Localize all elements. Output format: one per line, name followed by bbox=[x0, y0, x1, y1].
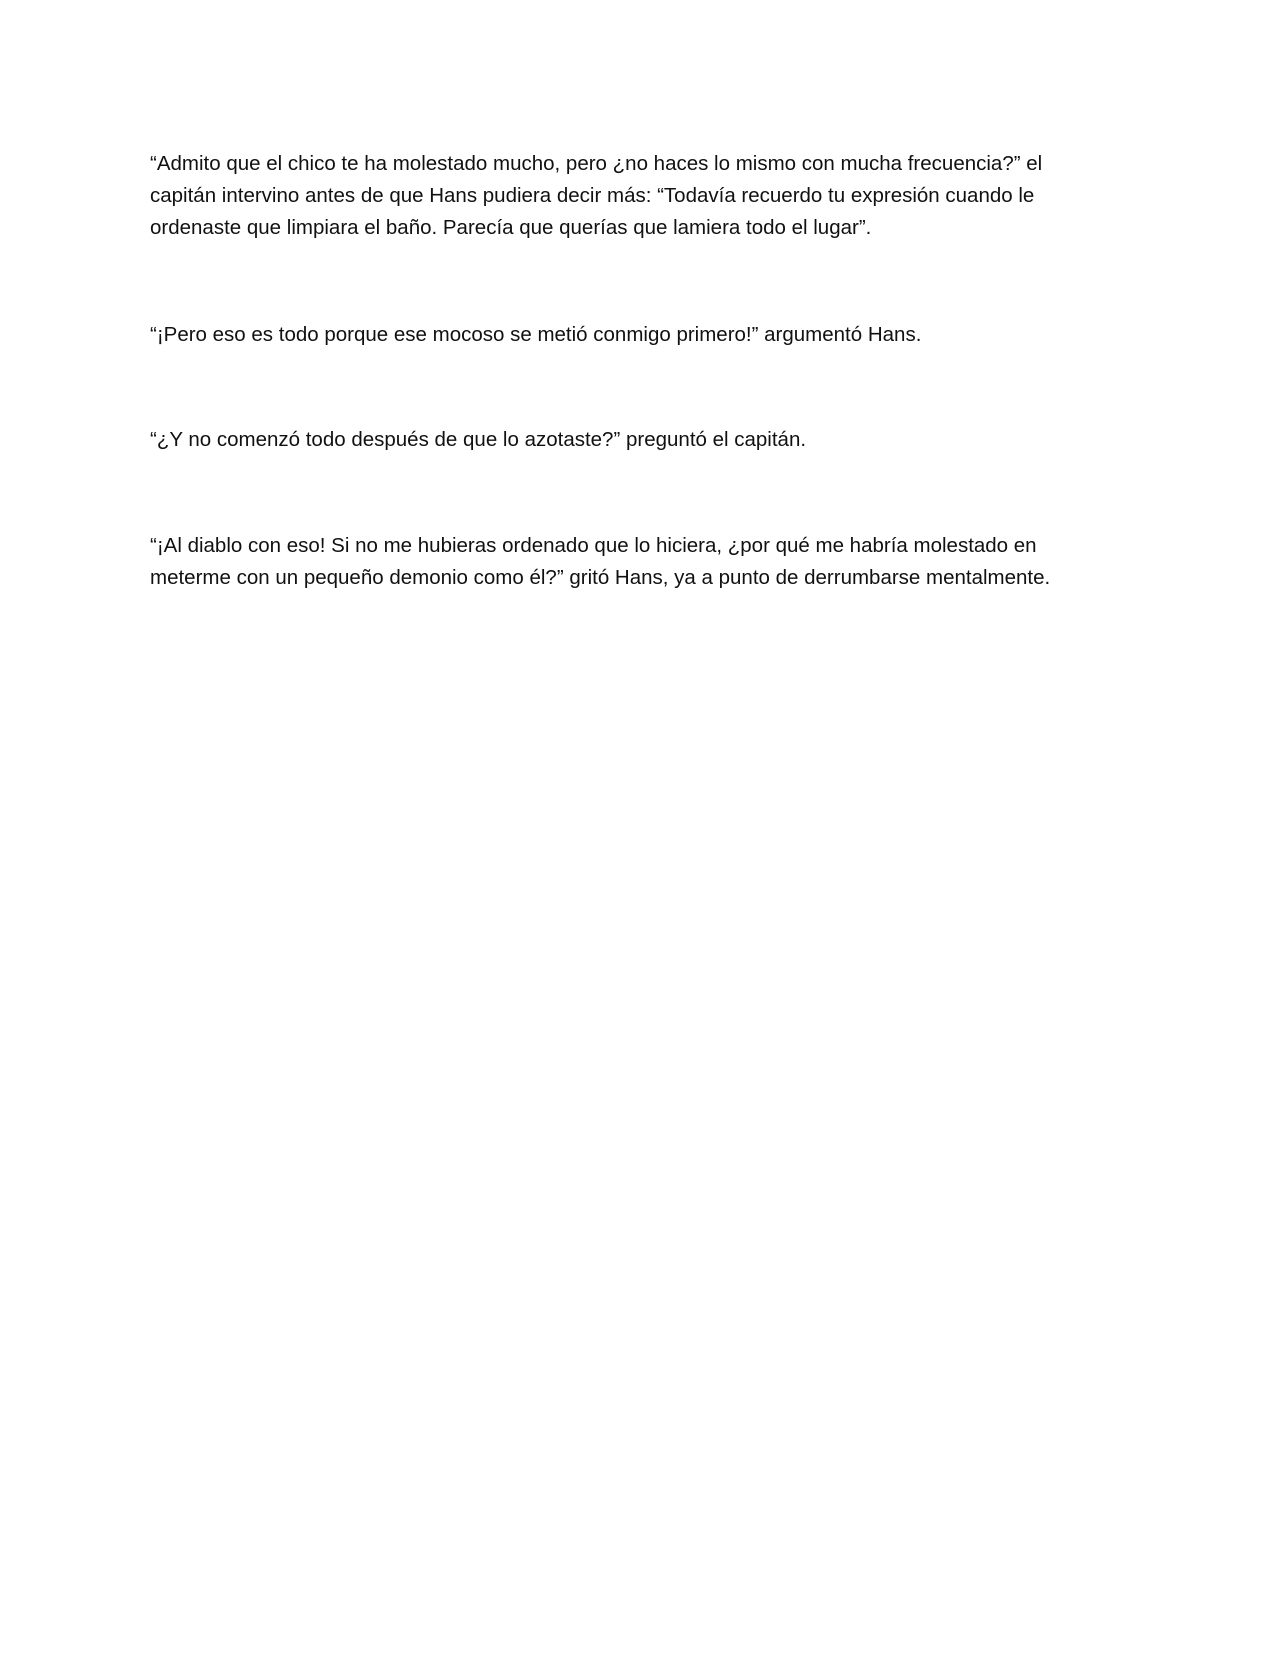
paragraph-4 bbox=[150, 530, 1150, 594]
paragraph-2 bbox=[150, 319, 1150, 351]
paragraph-1-line-2: capitán intervino antes de que Hans pudiera decir más: “Todavía recuerdo tu expresión cuando le bbox=[150, 184, 1035, 207]
paragraph-3 bbox=[150, 424, 1150, 456]
paragraph-1-line-1: “Admito que el chico te ha molestado mucho, pero ¿no haces lo mismo con mucha frecuencia?” el bbox=[150, 152, 1043, 175]
paragraph-1 bbox=[150, 148, 1150, 244]
paragraph-4-line-2: meterme con un pequeño demonio como él?” gritó Hans, ya a punto de derrumbarse mentalmente. bbox=[150, 566, 1051, 589]
paragraph-1-line-3: ordenaste que limpiara el baño. Parecía que querías que lamiera todo el lugar”. bbox=[150, 216, 872, 239]
paragraph-3-line-1: “¿Y no comenzó todo después de que lo azotaste?” preguntó el capitán. bbox=[150, 428, 807, 451]
paragraph-2-line-1: “¡Pero eso es todo porque ese mocoso se metió conmigo primero!” argumentó Hans. bbox=[150, 323, 922, 346]
paragraph-4-line-1: “¡Al diablo con eso! Si no me hubieras ordenado que lo hiciera, ¿por qué me habría molestado en bbox=[150, 534, 1037, 557]
